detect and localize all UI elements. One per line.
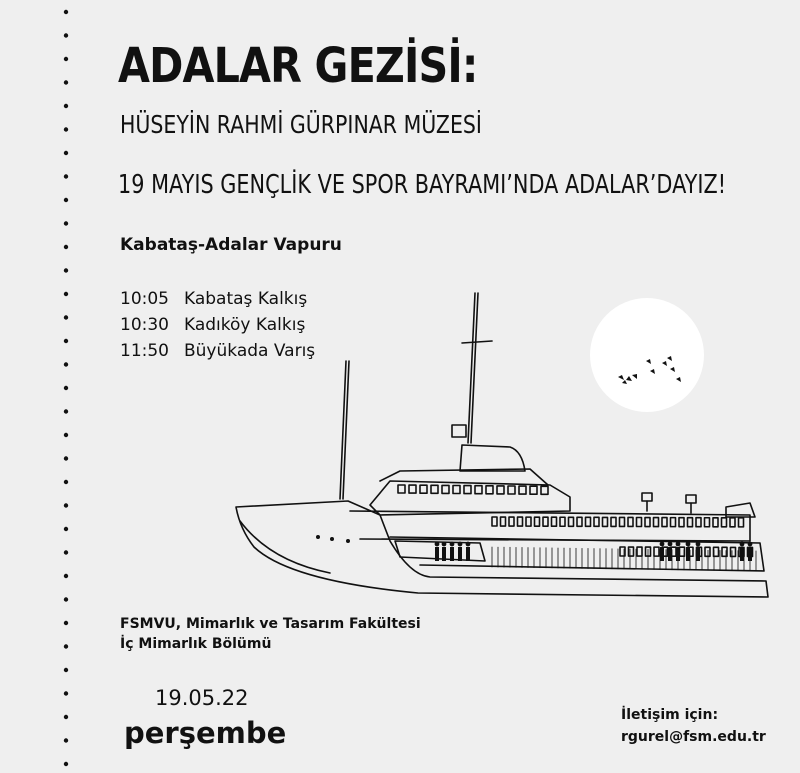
schedule-time: 10:05 [120,289,169,309]
event-date: 19.05.22 [155,686,249,710]
poster-tagline: 19 MAYIS GENÇLİK VE SPOR BAYRAMI’NDA ADALAR’DAYIZ! [118,170,727,200]
schedule-time: 11:50 [120,341,169,361]
department-name: İç Mimarlık Bölümü [120,636,272,652]
contact-email: rgurel@fsm.edu.tr [621,729,766,745]
poster-subtitle: HÜSEYİN RAHMİ GÜRPINAR MÜZESİ [120,110,482,139]
poster-title: ADALAR GEZİSİ: [118,38,478,94]
faculty-block [120,614,421,654]
ferry-illustration-icon [230,285,775,605]
ferry-name: Kabataş-Adalar Vapuru [120,235,342,255]
event-day: perşembe [124,716,287,750]
spiral-binding-dots [62,0,70,773]
contact-block [621,704,766,748]
faculty-name: FSMVU, Mimarlık ve Tasarım Fakültesi [120,616,421,632]
contact-label: İletişim için: [621,707,719,723]
sun-icon [590,298,704,412]
schedule-stop: Kabataş Kalkış [184,289,308,309]
schedule-stop: Kadıköy Kalkış [184,315,306,335]
schedule-stop: Büyükada Varış [184,341,316,361]
schedule-time: 10:30 [120,315,169,335]
